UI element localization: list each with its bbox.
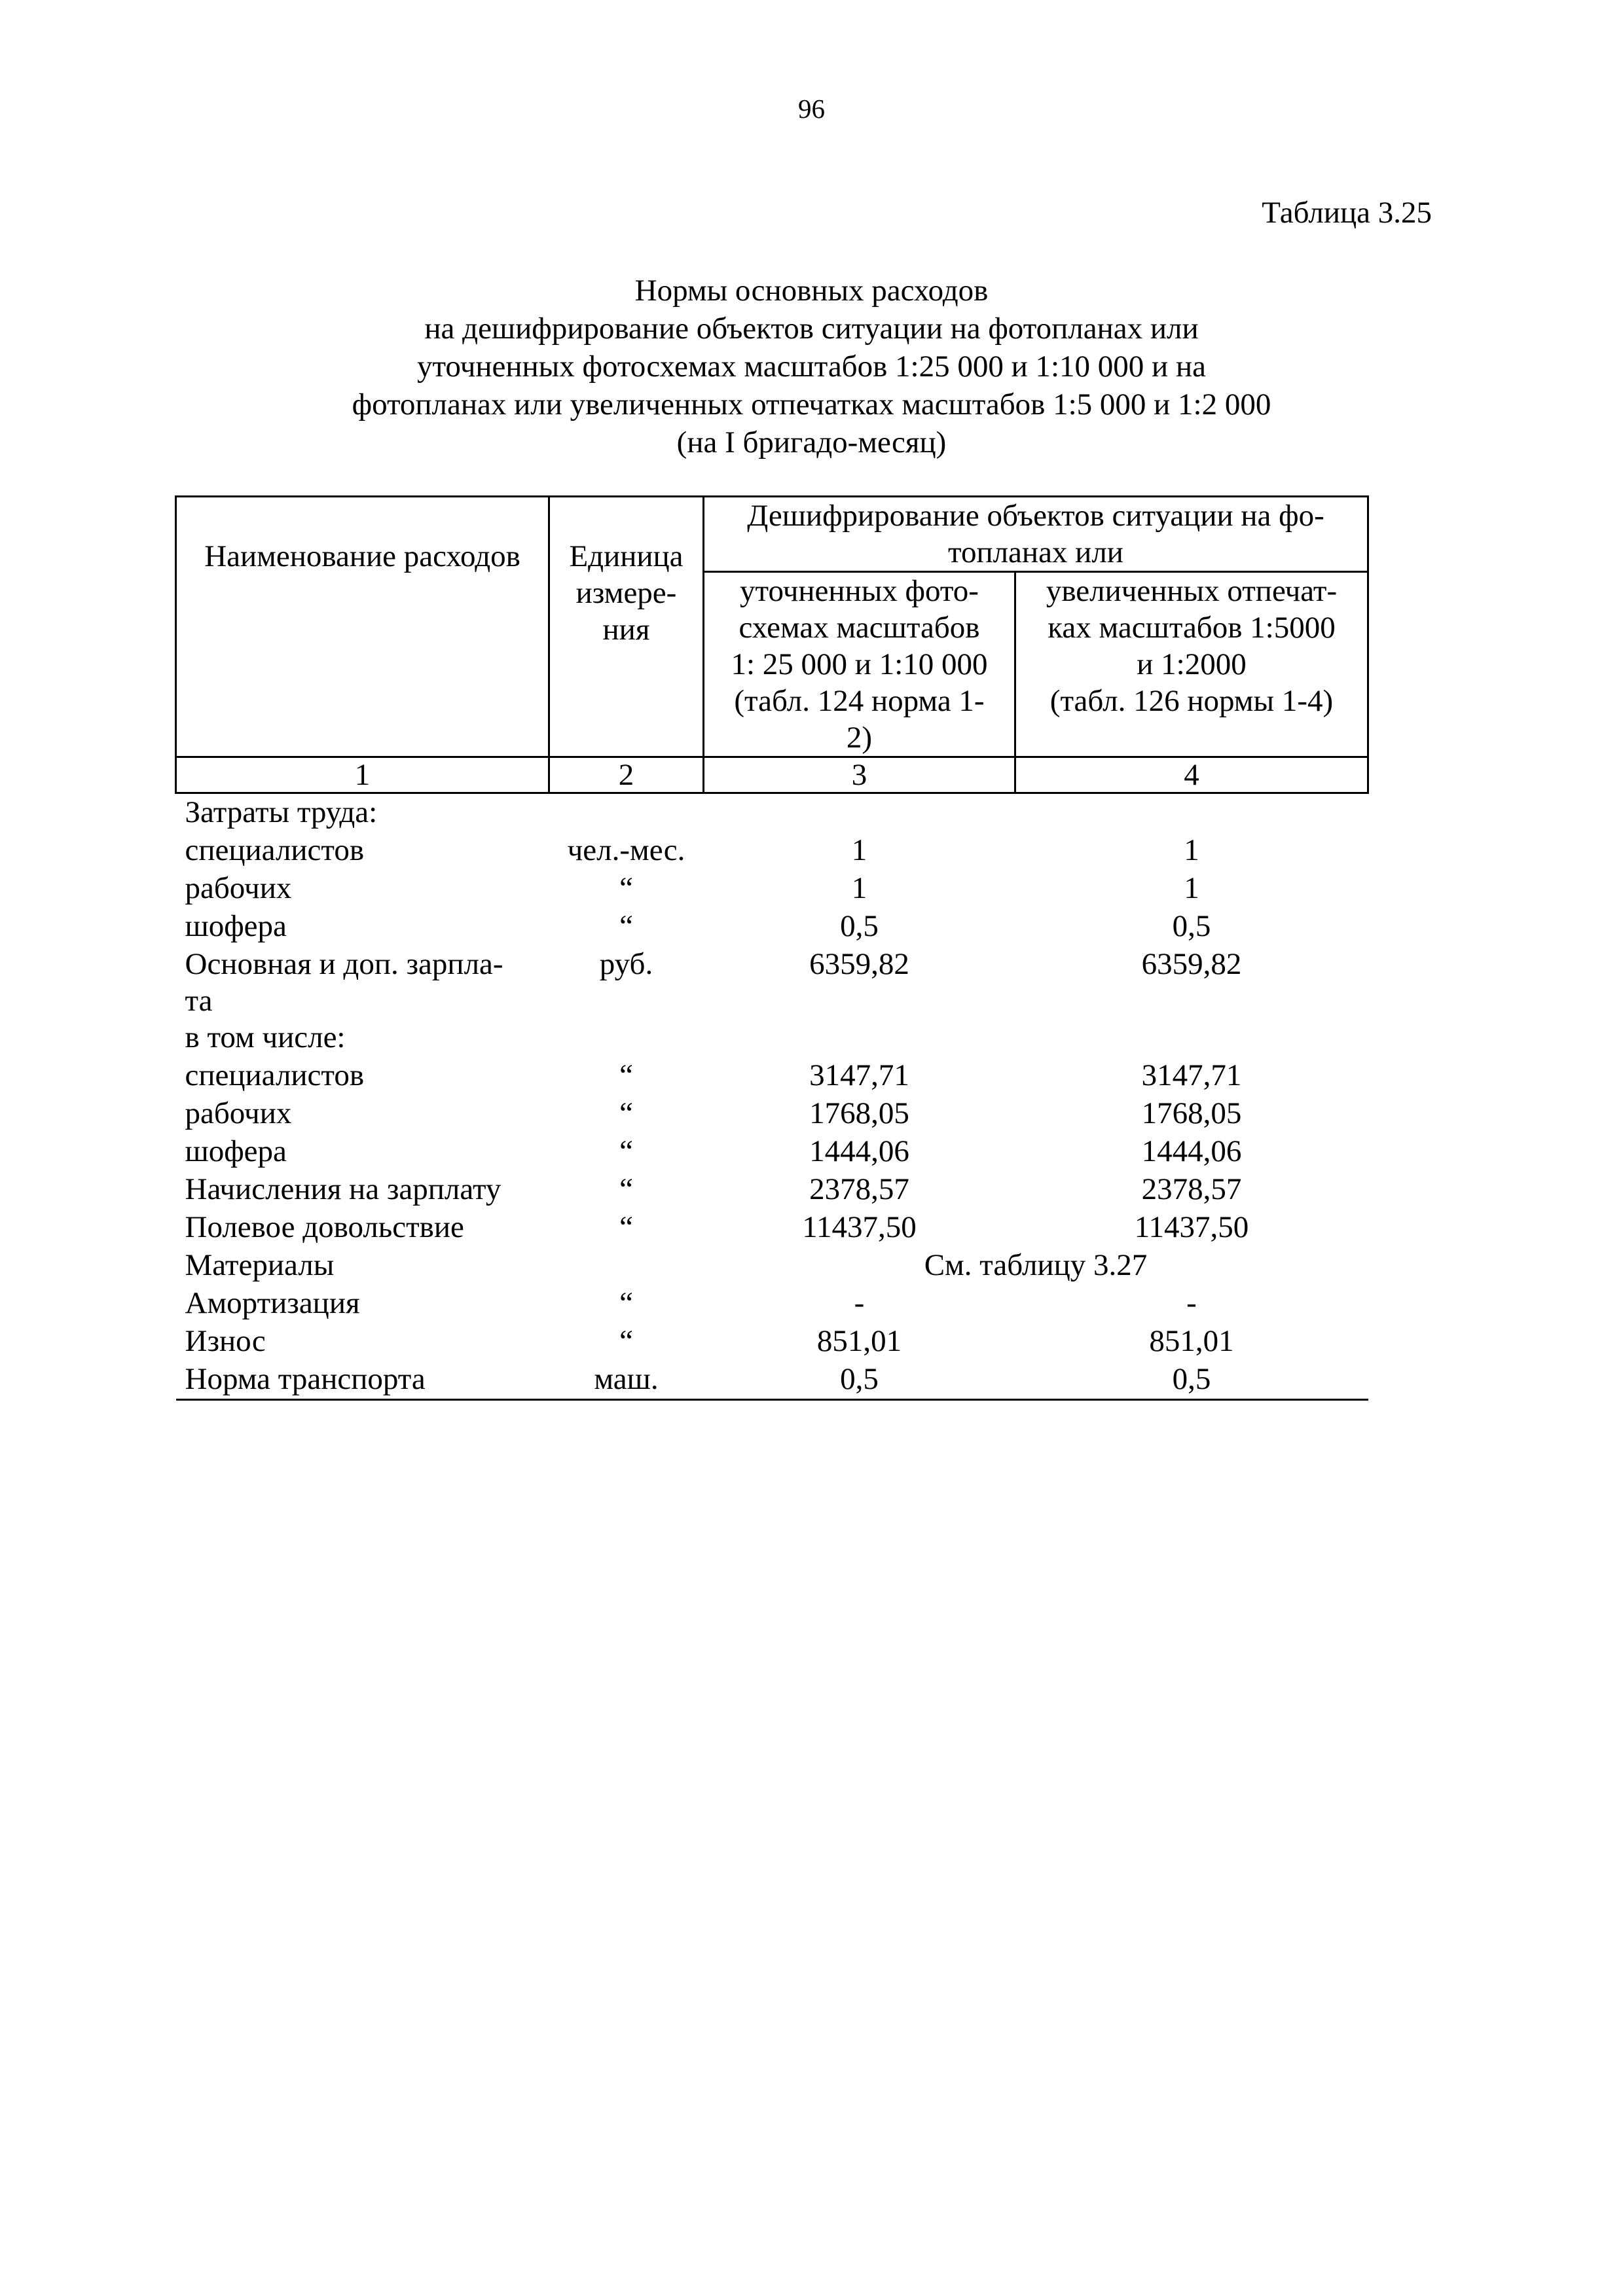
table-row	[176, 832, 1368, 870]
row-value-col4: 1768,05	[1141, 1096, 1242, 1130]
row-value-col4: 3147,71	[1141, 1058, 1242, 1092]
table-row	[176, 1361, 1368, 1400]
column-number: 2	[549, 757, 704, 793]
row-value-col4: 0,5	[1172, 909, 1211, 943]
header-col3-line: уточненных фото-	[740, 574, 979, 608]
table-row	[176, 1323, 1368, 1361]
header-col3-line: 2)	[846, 721, 873, 755]
header-col4	[1015, 572, 1368, 757]
row-value-col4: 0,5	[1015, 1361, 1368, 1400]
row-name: Затраты труда:	[185, 795, 378, 829]
row-name: Материалы	[185, 1248, 335, 1282]
title-line: на дешифрирование объектов ситуации на фотопланах или	[424, 312, 1199, 346]
row-value-col3: 1444,06	[809, 1134, 909, 1168]
page-number: 96	[798, 94, 825, 124]
row-unit: “	[619, 1324, 633, 1358]
row-unit: “	[619, 1286, 633, 1320]
table-row	[176, 946, 1368, 1019]
row-value-merged: См. таблицу 3.27	[924, 1248, 1148, 1282]
row-name: специалистов	[185, 833, 365, 867]
row-value-col4: 851,01	[1149, 1324, 1234, 1358]
row-value-col4: 11437,50	[1134, 1210, 1249, 1244]
row-value-col3: 2378,57	[809, 1172, 909, 1206]
header-col4-line: (табл. 126 нормы 1-4)	[1049, 684, 1334, 718]
row-unit: “	[619, 909, 633, 943]
row-value-col4	[1015, 1019, 1368, 1057]
row-value-col3	[704, 1019, 1015, 1057]
row-name-line: та	[185, 984, 213, 1018]
title-line: фотопланах или увеличенных отпечатках масштабов 1:5 000 и 1:2 000	[352, 387, 1271, 422]
row-value-col3: -	[854, 1286, 865, 1320]
title-line: (на I бригадо-месяц)	[676, 425, 947, 459]
table-row	[176, 1209, 1368, 1247]
row-unit: “	[619, 1058, 633, 1092]
table-row	[176, 793, 1368, 833]
row-value-col3	[704, 793, 1015, 833]
row-value-col3: 0,5	[840, 909, 879, 943]
header-group	[704, 497, 1368, 572]
norms-table	[175, 495, 1369, 1401]
table-label: Таблица 3.25	[1262, 196, 1432, 230]
header-group-line: топланах или	[948, 535, 1123, 569]
row-name: Начисления на зарплату	[185, 1172, 501, 1206]
table-row	[176, 1019, 1368, 1057]
header-col3-line: 1: 25 000 и 1:10 000	[731, 647, 988, 681]
row-name: Полевое довольствие	[185, 1210, 464, 1244]
row-name: Износ	[185, 1324, 266, 1358]
header-col4-line: ках масштабов 1:5000	[1048, 611, 1336, 645]
row-name-line: Основная и доп. зарпла-	[185, 947, 503, 981]
row-name: рабочих	[185, 1096, 292, 1130]
table-row	[176, 1095, 1368, 1133]
header-unit	[549, 497, 704, 757]
row-unit: “	[619, 1134, 633, 1168]
title-line: Нормы основных расходов	[634, 274, 989, 308]
table-row	[176, 1247, 1368, 1285]
row-unit: маш.	[549, 1361, 704, 1400]
column-number: 3	[704, 757, 1015, 793]
row-name: специалистов	[185, 1058, 365, 1092]
row-value-col4: 1	[1184, 871, 1199, 905]
header-unit-line: измере-	[575, 576, 677, 610]
row-value-col4: -	[1186, 1286, 1197, 1320]
row-unit	[549, 1247, 704, 1285]
table-title	[0, 272, 1623, 461]
row-value-col4: 2378,57	[1141, 1172, 1242, 1206]
header-col3	[704, 572, 1015, 757]
title-line: уточненных фотосхемах масштабов 1:25 000 и 1:10 000 и на	[417, 350, 1206, 384]
header-unit-line: Единица	[569, 539, 684, 573]
row-unit	[549, 1019, 704, 1057]
row-unit: чел.-мес.	[567, 833, 685, 867]
row-value-col3: 851,01	[816, 1324, 902, 1358]
header-col3-line: схемах масштабов	[739, 611, 980, 645]
row-value-col4: 6359,82	[1141, 947, 1242, 981]
row-value-col4	[1015, 793, 1368, 833]
row-value-col3: 0,5	[704, 1361, 1015, 1400]
header-col4-line: увеличенных отпечат-	[1046, 574, 1338, 608]
table-row	[176, 1171, 1368, 1209]
table-row	[176, 870, 1368, 908]
table-row	[176, 1285, 1368, 1323]
table-row	[176, 1133, 1368, 1171]
row-value-col3: 3147,71	[809, 1058, 909, 1092]
row-unit: “	[619, 1096, 633, 1130]
row-unit: “	[619, 1172, 633, 1206]
header-group-line: Дешифрирование объектов ситуации на фо-	[747, 499, 1324, 533]
row-value-col3: 11437,50	[802, 1210, 917, 1244]
row-value-col3: 1768,05	[809, 1096, 909, 1130]
row-unit	[549, 793, 704, 833]
header-expense-name: Наименование расходов	[176, 497, 549, 757]
row-name	[176, 946, 549, 1019]
table-row	[176, 908, 1368, 946]
row-name: Норма транспорта	[176, 1361, 549, 1400]
row-unit: “	[619, 871, 633, 905]
header-unit-line: ния	[602, 613, 650, 647]
row-name: Амортизация	[185, 1286, 360, 1320]
row-value-col3: 1	[851, 833, 867, 867]
column-number-row	[176, 757, 1368, 793]
row-name: рабочих	[185, 871, 292, 905]
row-value-col4: 1444,06	[1141, 1134, 1242, 1168]
column-number: 1	[176, 757, 549, 793]
table-row	[176, 1057, 1368, 1095]
row-name: шофера	[185, 1134, 287, 1168]
row-unit: руб.	[599, 947, 653, 981]
header-col3-line: (табл. 124 норма 1-	[734, 684, 985, 718]
column-number: 4	[1015, 757, 1368, 793]
row-value-col4: 1	[1184, 833, 1199, 867]
row-value-col3: 1	[851, 871, 867, 905]
header-col4-line: и 1:2000	[1137, 647, 1247, 681]
row-name: шофера	[185, 909, 287, 943]
row-unit: “	[619, 1210, 633, 1244]
row-value-col3: 6359,82	[809, 947, 909, 981]
row-name: в том числе:	[185, 1020, 346, 1054]
